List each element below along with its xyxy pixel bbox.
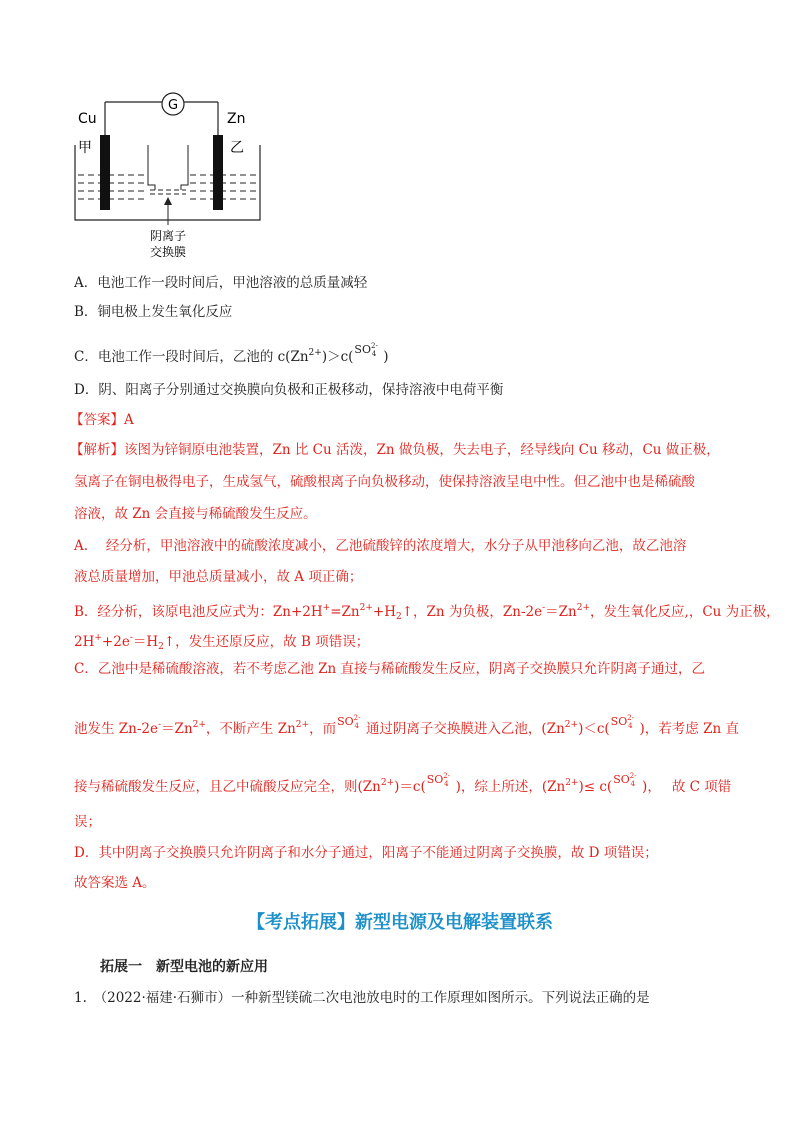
membrane-label-1: 阴离子: [149, 229, 187, 243]
section-heading: 【考点拓展】新型电源及电解装置联系: [247, 912, 553, 933]
left-cell-label: 甲: [78, 140, 92, 156]
zn-label: Zn: [227, 111, 246, 127]
sulfate-ion: $SO^{2-}_4$: [337, 714, 361, 730]
cu-electrode: [100, 135, 110, 210]
analysis-c-4: 误；: [74, 814, 101, 830]
analysis-a-2: 液总质量增加，甲池总质量减小，故 A 项正确；: [74, 569, 363, 585]
analysis-line-1: 【解析】该图为锌铜原电池装置，Zn 比 Cu 活泼，Zn 做负极，失去电子，经导线向 Cu 移动，Cu 做正极，: [70, 442, 720, 458]
option-a: A．电池工作一段时间后，甲池溶液的总质量减轻: [74, 275, 368, 291]
question-1: 1. （2022·福建·石狮市）一种新型镁硫二次电池放电时的工作原理如图所示。下列说法正确的是: [74, 990, 650, 1006]
sulfate-ion: $SO^{2-}_4$: [354, 342, 378, 358]
galvanic-cell-diagram: [70, 90, 270, 265]
meter-label: G: [167, 98, 179, 113]
cu-label: Cu: [78, 111, 97, 127]
sulfate-ion: $SO^{2-}_4$: [610, 714, 635, 730]
analysis-final: 故答案选 A。: [74, 875, 156, 891]
answer-line: 【答案】A: [70, 412, 134, 428]
analysis-line-2: 氢离子在铜电极得电子，生成氢气，硫酸根离子向负极移动，使保持溶液呈电中性。但乙池中也是稀硫酸: [74, 474, 695, 490]
analysis-b-2: $2H^++2e^-=H_2↑$，发生还原反应，故 B 项错误；: [74, 633, 370, 652]
option-b: B．铜电极上发生氧化反应: [74, 304, 233, 320]
analysis-c-1: C．乙池中是稀硫酸溶液，若不考虑乙池 Zn 直接与稀硫酸发生反应，阴离子交换膜只允许阴离子通过，乙: [74, 661, 705, 677]
membrane-label-2: 交换膜: [149, 245, 187, 259]
subsection-heading: 拓展一 新型电池的新应用: [100, 959, 268, 975]
zn-electrode: [213, 135, 223, 210]
sulfate-ion: $SO^{2-}_4$: [613, 772, 637, 788]
analysis-c-3: 接与稀硫酸发生反应，且乙中硫酸反应完全，则$(Zn^{2+})=c(SO^{2-}_4$ )，综上所述，$(Zn^{2+})\le c(SO^{2-}_4$ )， 故 C 项错: [74, 772, 732, 795]
analysis-line-3: 溶液，故 Zn 会直接与稀硫酸发生反应。: [74, 506, 317, 522]
sulfate-ion: $SO^{2-}_4$: [426, 772, 451, 788]
analysis-c-2: 池发生 $Zn-2e^-=Zn^{2+}$，不断产生 $Zn^{2+}$，而$SO^{2-}_4$ 通过阴离子交换膜进入乙池，$(Zn^{2+})<c(SO^{2-}_4$ )，若考虑 Zn 直: [74, 714, 739, 737]
option-d: D．阴、阳离子分别通过交换膜向负极和正极移动，保持溶液中电荷平衡: [74, 382, 504, 398]
arrow-up-icon: [164, 197, 172, 205]
option-c: C．电池工作一段时间后，乙池的 $c(Zn^{2+})>c(SO^{2-}_4$ ): [74, 342, 389, 365]
right-cell-label: 乙: [230, 140, 244, 156]
analysis-a-1: A. 经分析，甲池溶液中的硫酸浓度减小，乙池硫酸锌的浓度增大，水分子从甲池移向乙池，故乙池溶: [74, 538, 687, 554]
analysis-d: D．其中阴离子交换膜只允许阴离子和水分子通过，阳离子不能通过阴离子交换膜，故 D 项错误；: [74, 845, 658, 861]
analysis-b-1: B．经分析，该原电池反应式为：$Zn+2H^+=Zn^{2+}+H_2↑$，Zn 为负极，$Zn-2e^-=Zn^{2+}$，发生氧化反应,，Cu 为正极，: [74, 603, 780, 622]
